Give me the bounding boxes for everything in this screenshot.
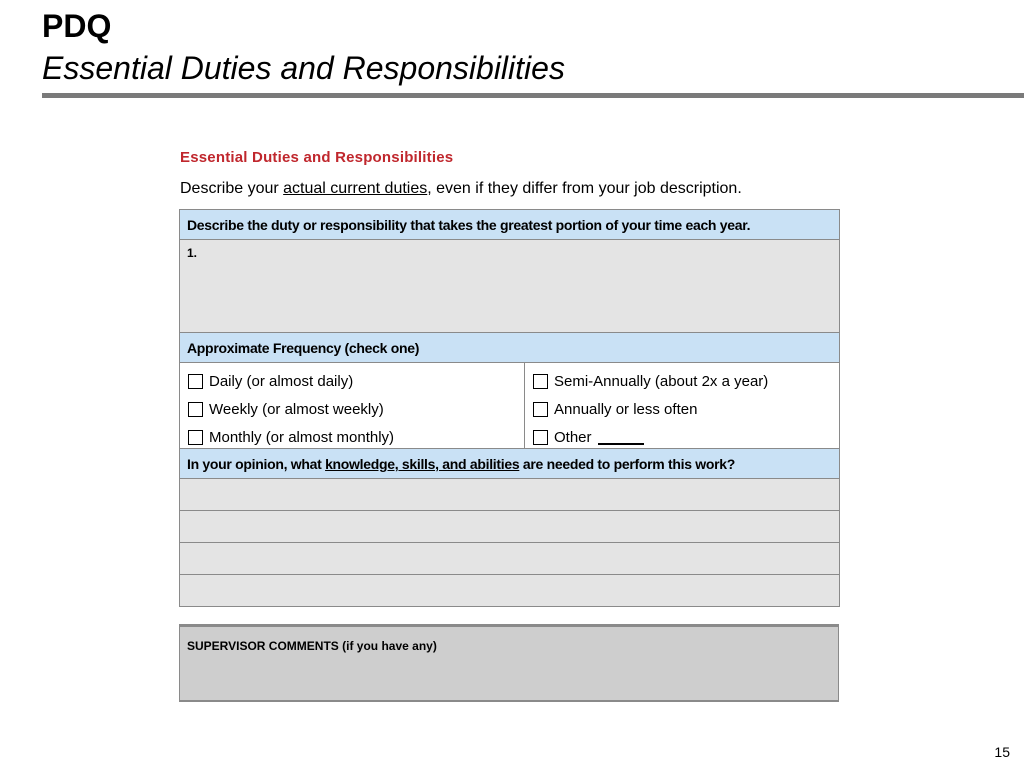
frequency-options [180,363,840,449]
ksa-answer-line-1[interactable] [180,479,840,511]
ksa-suffix: are needed to perform this work? [519,456,736,472]
option-label: Annually or less often [554,400,698,418]
option-label: Daily (or almost daily) [209,372,354,390]
option-label: Semi-Annually (about 2x a year) [554,372,769,390]
duty-answer-field[interactable] [180,240,840,333]
checkbox-other[interactable] [533,430,548,445]
duty-header-text: Describe the duty or responsibility that takes the greatest portion of your time each year. [187,217,751,233]
supervisor-comments-label: SUPERVISOR COMMENTS (if you have any) [187,639,437,653]
checkbox-annually[interactable] [533,402,548,417]
option-label: Weekly (or almost weekly) [209,400,384,418]
instruction-suffix: , even if they differ from your job description. [427,180,742,197]
title-divider [42,93,1024,98]
frequency-column-left [180,363,525,448]
checkbox-semi-annually[interactable] [533,374,548,389]
ksa-prefix: In your opinion, what [187,456,326,472]
page-number: 15 [994,744,1010,760]
ksa-answer-line-4[interactable] [180,575,840,607]
frequency-option-weekly[interactable] [188,395,516,423]
duty-header [180,210,840,240]
instruction-text [180,180,742,198]
ksa-underlined: knowledge, skills, and abilities [325,456,520,472]
checkbox-monthly[interactable] [188,430,203,445]
frequency-option-semi-annually[interactable] [533,367,831,395]
frequency-header [180,333,840,363]
duty-form [179,209,840,607]
duty-number: 1. [187,246,198,260]
frequency-option-other[interactable] [533,423,831,451]
ksa-answer-line-2[interactable] [180,511,840,543]
frequency-column-right [525,363,839,448]
option-label: Other [554,428,592,446]
other-blank-line[interactable] [598,429,644,445]
ksa-header [180,449,840,479]
slide-subtitle: Essential Duties and Responsibilities [42,50,565,86]
instruction-prefix: Describe your [180,180,284,197]
checkbox-daily[interactable] [188,374,203,389]
option-label: Monthly (or almost monthly) [209,428,395,446]
instruction-underlined: actual current duties [283,180,428,197]
frequency-option-monthly[interactable] [188,423,516,451]
section-heading: Essential Duties and Responsibilities [180,149,454,166]
frequency-header-text: Approximate Frequency (check one) [187,340,420,356]
frequency-option-daily[interactable] [188,367,516,395]
slide-title: PDQ [42,8,112,44]
checkbox-weekly[interactable] [188,402,203,417]
ksa-answer-line-3[interactable] [180,543,840,575]
supervisor-comments-box[interactable] [179,624,839,702]
frequency-option-annually[interactable] [533,395,831,423]
